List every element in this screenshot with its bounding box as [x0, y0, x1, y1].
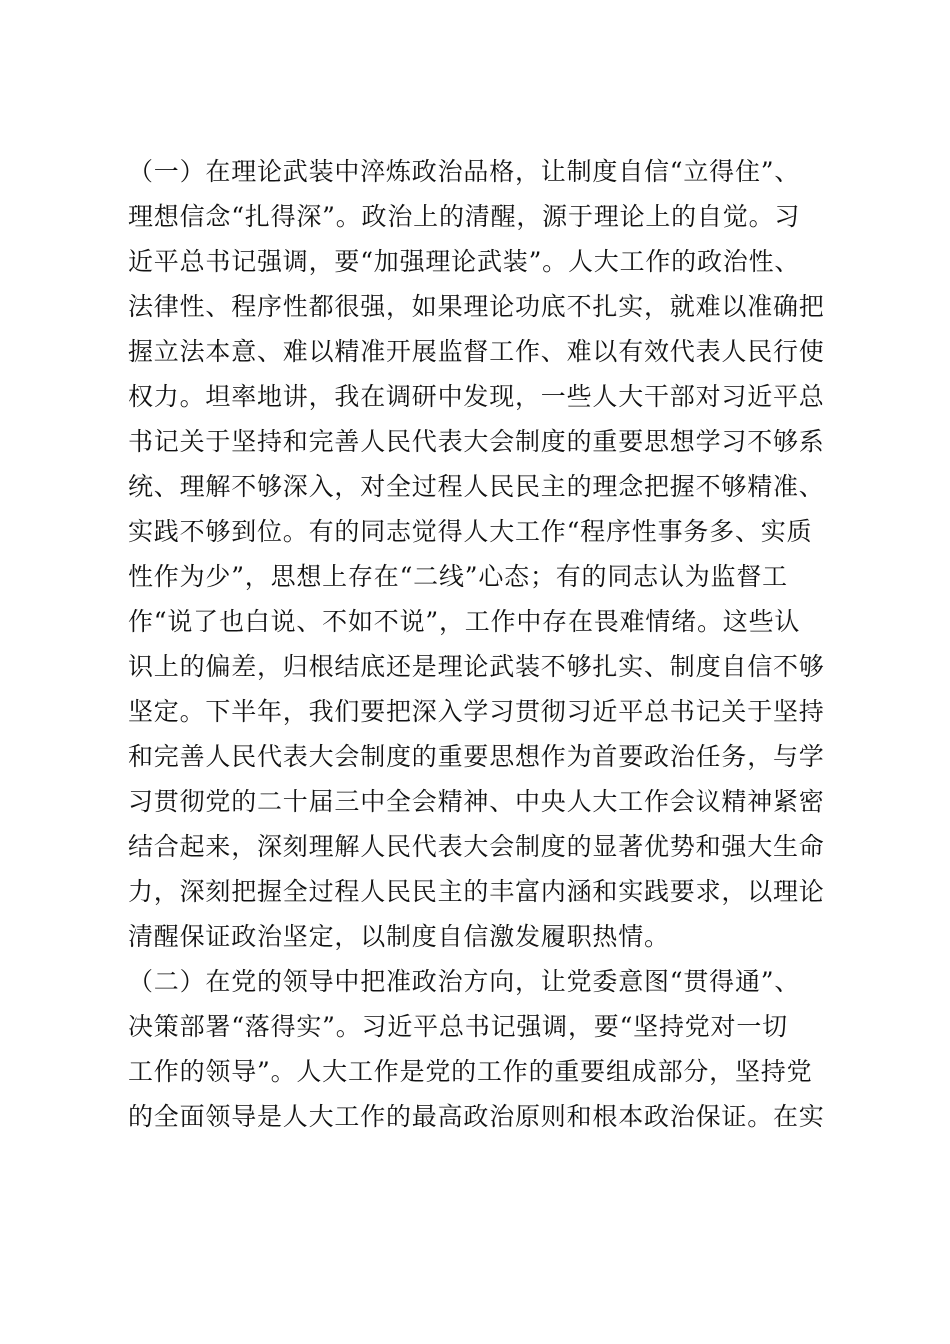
paragraph-1-line-3: 近平总书记强调，要“加强理论武装”。人大工作的政治性、	[128, 247, 801, 276]
paragraph-1-line-15: 习贯彻党的二十届三中全会精神、中央人大工作会议精神紧密	[128, 787, 825, 816]
paragraph-1-line-6: 权力。坦率地讲，我在调研中发现，一些人大干部对习近平总	[128, 382, 825, 411]
paragraph-1-line-17: 力，深刻把握全过程人民民主的丰富内涵和实践要求，以理论	[128, 877, 825, 906]
document-body	[128, 149, 828, 1139]
paragraph-2-line-4: 的全面领导是人大工作的最高政治原则和根本政治保证。在实	[128, 1102, 825, 1131]
paragraph-1-line-13: 坚定。下半年，我们要把深入学习贯彻习近平总书记关于坚持	[128, 697, 825, 726]
paragraph-1-line-7: 书记关于坚持和完善人民代表大会制度的重要思想学习不够系	[128, 427, 825, 456]
paragraph-1-line-14: 和完善人民代表大会制度的重要思想作为首要政治任务，与学	[128, 742, 825, 771]
paragraph-2-line-3: 工作的领导”。人大工作是党的工作的重要组成部分，坚持党	[128, 1057, 813, 1086]
paragraph-1-line-9: 实践不够到位。有的同志觉得人大工作“程序性事务多、实质	[128, 517, 813, 546]
paragraph-1-line-12: 识上的偏差，归根结底还是理论武装不够扎实、制度自信不够	[128, 652, 825, 681]
paragraph-1-line-4: 法律性、程序性都很强，如果理论功底不扎实，就难以准确把	[128, 292, 825, 321]
paragraph-1-line-10: 性作为少”，思想上存在“二线”心态；有的同志认为监督工	[128, 562, 788, 591]
paragraph-2-line-2: 决策部署“落得实”。习近平总书记强调，要“坚持党对一切	[128, 1012, 788, 1041]
paragraph-1-line-18: 清醒保证政治坚定，以制度自信激发履职热情。	[128, 922, 670, 951]
paragraph-1-line-2: 理想信念“扎得深”。政治上的清醒，源于理论上的自觉。习	[128, 202, 801, 231]
paragraph-2-line-1: （二）在党的领导中把准政治方向，让党委意图“贯得通”、	[128, 967, 801, 996]
paragraph-1	[128, 149, 828, 959]
paragraph-1-line-11: 作“说了也白说、不如不说”，工作中存在畏难情绪。这些认	[128, 607, 801, 636]
paragraph-1-line-16: 结合起来，深刻理解人民代表大会制度的显著优势和强大生命	[128, 832, 825, 861]
paragraph-1-line-8: 统、理解不够深入，对全过程人民民主的理念把握不够精准、	[128, 472, 825, 501]
paragraph-1-line-5: 握立法本意、难以精准开展监督工作、难以有效代表人民行使	[128, 337, 825, 366]
paragraph-1-line-1: （一）在理论武装中淬炼政治品格，让制度自信“立得住”、	[128, 157, 801, 186]
paragraph-2	[128, 959, 828, 1139]
